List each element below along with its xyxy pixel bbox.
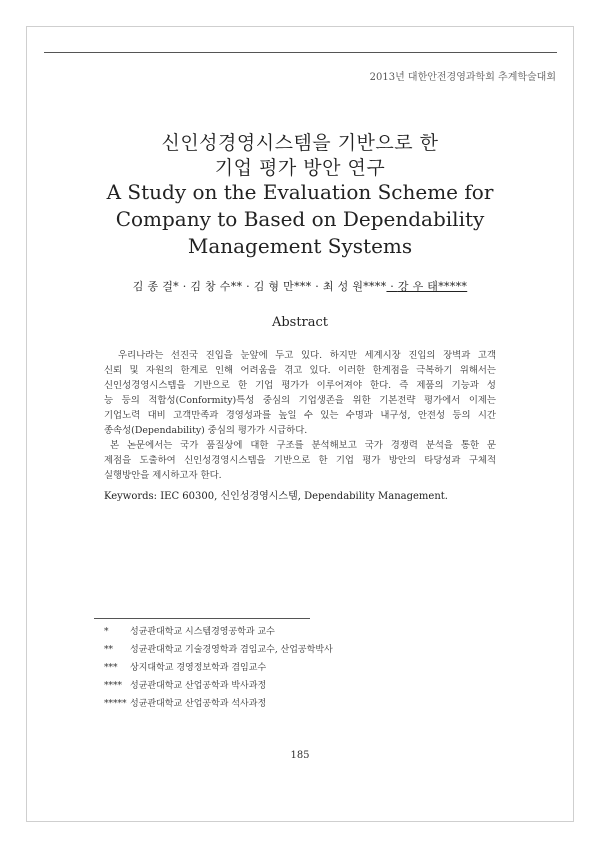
author-list — [0, 278, 600, 294]
author-5: 강 우 태***** — [397, 280, 468, 293]
conference-header: 2013년 대한안전경영과학회 추계학술대회 — [369, 72, 556, 83]
footnote-text: 성균관대학교 시스템경영공학과 교수 — [130, 627, 275, 637]
title-english-line-2: Company to Based on Dependability — [115, 207, 485, 231]
footnote-text: 성균관대학교 기술경영학과 겸임교수, 산업공학박사 — [130, 645, 333, 655]
title-korean-line-2: 기업 평가 방안 연구 — [214, 157, 386, 179]
abstract-line: 제점을 도출하여 신인성경영시스템을 기반으로 한 기업 평가 방안의 타당성과 구체적 — [104, 455, 496, 466]
abstract-line: 능 등의 적합성(Conformity)특성 중심의 기업생존을 위한 기본전략 평가에서 이제는 — [104, 395, 496, 406]
header-rule — [44, 52, 557, 53]
footnote-text: 성균관대학교 산업공학과 석사과정 — [130, 699, 267, 709]
author-4: 최 성 원**** — [322, 280, 387, 293]
footnote-rule — [94, 618, 310, 619]
title-korean-line-1: 신인성경영시스템을 기반으로 한 — [161, 132, 439, 154]
footnote — [104, 698, 424, 710]
abstract-line: 신인성경영시스템을 기반으로 한 기업 평가가 이루어져야 한다. 즉 제품의 기능과 성 — [104, 380, 496, 391]
abstract-line: 우리나라는 선진국 진입을 눈앞에 두고 있다. 하지만 세계시장 진입의 장벽과 고객 — [118, 350, 496, 361]
author-1: 김 종 걸* — [132, 280, 179, 293]
page-number: 185 — [290, 750, 310, 761]
footnote — [104, 626, 424, 638]
footnote — [104, 680, 424, 692]
abstract-heading: Abstract — [271, 315, 329, 330]
footnote-text: 성균관대학교 산업공학과 박사과정 — [130, 681, 267, 691]
author-separator: · — [311, 280, 323, 293]
footnote-mark: * — [104, 627, 109, 637]
author-separator: · — [242, 280, 254, 293]
author-2: 김 창 수** — [190, 280, 243, 293]
abstract-line: 신뢰 및 자원의 한계로 인해 어려움을 겪고 있다. 이러한 한계점을 극복하기 위해서는 — [104, 365, 496, 376]
footnote-mark: ** — [104, 645, 113, 655]
title-english-line-3: Management Systems — [187, 234, 413, 258]
footnote-mark: *** — [104, 663, 118, 673]
abstract-line: 기업노력 대비 고객만족과 경영성과를 높일 수 있는 수명과 내구성, 안전성 등의 시간 — [104, 410, 496, 421]
abstract-line: 본 논문에서는 국가 품질상에 대한 구조를 분석해보고 국가 경쟁력 분석을 통한 문 — [110, 440, 496, 451]
footnote-mark: ***** — [104, 699, 127, 709]
author-3: 김 형 만*** — [253, 280, 312, 293]
abstract-line: 실행방안을 제시하고자 한다. — [104, 470, 222, 481]
footnote — [104, 644, 424, 656]
author-separator: · — [386, 280, 398, 293]
title-english-line-1: A Study on the Evaluation Scheme for — [106, 180, 494, 204]
footnote — [104, 662, 424, 674]
footnote-mark: **** — [104, 681, 122, 691]
keywords: Keywords: IEC 60300, 신인성경영시스템, Dependability Management. — [104, 491, 448, 502]
footnote-text: 상지대학교 경영정보학과 겸임교수 — [130, 663, 267, 673]
abstract-line: 종속성(Dependability) 중심의 평가가 시급하다. — [104, 425, 308, 436]
author-separator: · — [178, 280, 191, 293]
